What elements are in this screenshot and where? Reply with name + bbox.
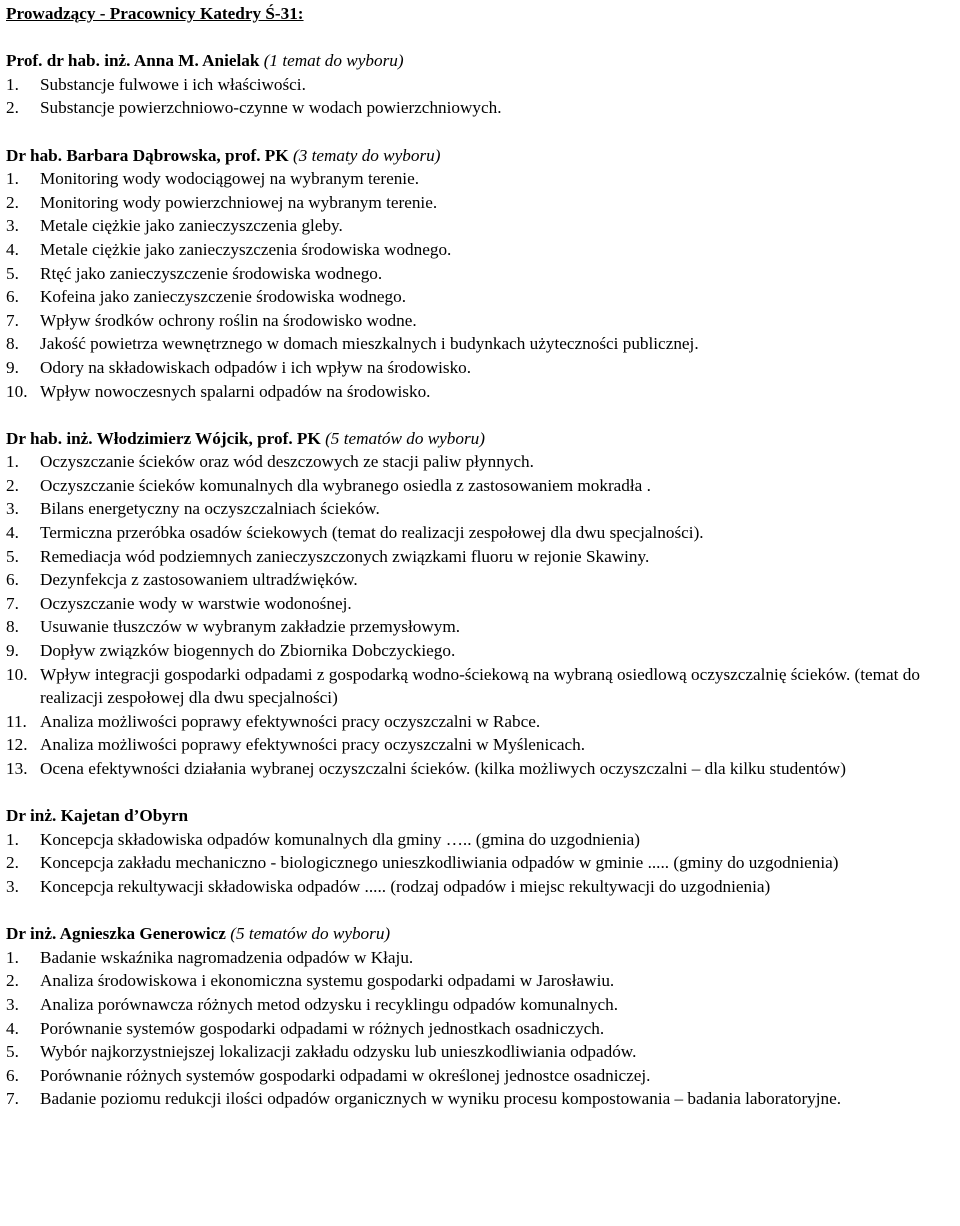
supervisor-heading	[6, 804, 956, 828]
topic-number: 2.	[6, 98, 19, 118]
topic-item	[6, 545, 956, 569]
supervisor-heading	[6, 427, 956, 451]
topic-number: 6.	[6, 570, 19, 590]
topic-number: 11.	[6, 711, 27, 731]
topic-text: Wpływ środków ochrony roślin na środowisko wodne.	[40, 310, 417, 330]
topic-text: Metale ciężkie jako zanieczyszczenia środowiska wodnego.	[40, 239, 452, 259]
topic-text: Oczyszczanie wody w warstwie wodonośnej.	[40, 593, 352, 613]
topic-text: Analiza porównawcza różnych metod odzysku i recyklingu odpadów komunalnych.	[40, 994, 618, 1014]
topic-item	[6, 521, 956, 545]
topic-number: 1.	[6, 169, 19, 189]
topic-number: 3.	[6, 876, 19, 896]
supervisor-heading	[6, 49, 956, 73]
topic-item	[6, 262, 956, 286]
topic-item	[6, 380, 956, 404]
topic-text: Usuwanie tłuszczów w wybranym zakładzie przemysłowym.	[40, 617, 461, 637]
topic-number: 5.	[6, 546, 19, 566]
topic-text: Koncepcja składowiska odpadów komunalnych dla gminy ….. (gmina do uzgodnienia)	[40, 829, 640, 849]
topic-text: Substancje powierzchniowo-czynne w wodach powierzchniowych.	[40, 98, 502, 118]
topic-item	[6, 1017, 956, 1041]
topic-item	[6, 191, 956, 215]
topic-text: Ocena efektywności działania wybranej oczyszczalni ścieków. (kilka możliwych oczyszczalni – dla kilku studentów)	[40, 759, 846, 778]
topic-text: Monitoring wody wodociągowej na wybranym terenie.	[40, 169, 419, 189]
topic-number: 10.	[6, 381, 28, 401]
topic-text: Jakość powietrza wewnętrznego w domach mieszkalnych i budynkach użyteczności publicznej.	[40, 334, 699, 354]
topic-number: 7.	[6, 310, 19, 330]
topic-item	[6, 710, 956, 734]
topic-item	[6, 875, 956, 899]
topic-text: Monitoring wody powierzchniowej na wybranym terenie.	[40, 192, 438, 212]
topic-item	[6, 285, 956, 309]
document-page	[6, 2, 956, 1111]
topic-text: Metale ciężkie jako zanieczyszczenia gleby.	[40, 216, 343, 236]
topic-item	[6, 309, 956, 333]
topic-list	[6, 946, 956, 1111]
supervisor-name: Dr inż. Kajetan d’Obyrn	[6, 806, 189, 826]
topic-text: Termiczna przeróbka osadów ściekowych (temat do realizacji zespołowej dla dwu specjalności).	[40, 523, 704, 543]
topic-number: 8.	[6, 617, 19, 637]
topic-number: 7.	[6, 593, 19, 613]
topic-text: Odory na składowiskach odpadów i ich wpływ na środowisko.	[40, 357, 472, 377]
topic-number: 4.	[6, 239, 19, 259]
topic-number: 10.	[6, 664, 28, 684]
topic-number: 5.	[6, 263, 19, 283]
topic-item	[6, 663, 956, 710]
topic-count-note: (5 tematów do wyboru)	[230, 924, 391, 944]
topic-number: 13.	[6, 759, 28, 778]
topic-text: Kofeina jako zanieczyszczenie środowiska wodnego.	[40, 287, 407, 307]
topic-list	[6, 167, 956, 403]
topic-list	[6, 73, 956, 120]
topic-number: 4.	[6, 523, 19, 543]
topic-text: Bilans energetyczny na oczyszczalniach ścieków.	[40, 499, 380, 519]
topic-text: Oczyszczanie ścieków oraz wód deszczowych ze stacji paliw płynnych.	[40, 452, 534, 472]
topic-number: 1.	[6, 452, 19, 472]
topic-number: 7.	[6, 1089, 19, 1109]
supervisor-section	[6, 427, 956, 781]
topic-number: 5.	[6, 1042, 19, 1062]
topic-text: Porównanie różnych systemów gospodarki odpadami w określonej jednostce osadniczej.	[40, 1065, 651, 1085]
topic-item	[6, 733, 956, 757]
topic-item	[6, 615, 956, 639]
topic-text: Oczyszczanie ścieków komunalnych dla wybranego osiedla z zastosowaniem mokradła .	[40, 475, 651, 495]
topic-item	[6, 993, 956, 1017]
topic-number: 1.	[6, 74, 19, 94]
supervisor-name: Prof. dr hab. inż. Anna M. Anielak	[6, 51, 260, 71]
topic-number: 9.	[6, 641, 19, 661]
topic-text: Koncepcja rekultywacji składowiska odpadów ..... (rodzaj odpadów i miejsc rekultywacji do uzgodnienia)	[40, 876, 771, 896]
topic-item	[6, 1040, 956, 1064]
topic-item	[6, 214, 956, 238]
topic-item	[6, 757, 956, 781]
topic-item	[6, 474, 956, 498]
supervisor-heading	[6, 922, 956, 946]
topic-number: 2.	[6, 971, 19, 991]
supervisor-name: Dr hab. inż. Włodzimierz Wójcik, prof. PK	[6, 428, 321, 448]
supervisor-heading	[6, 144, 956, 168]
topic-list	[6, 828, 956, 899]
topic-text: Analiza możliwości poprawy efektywności pracy oczyszczalni w Myślenicach.	[40, 735, 586, 755]
topic-number: 6.	[6, 287, 19, 307]
supervisor-name: Dr hab. Barbara Dąbrowska, prof. PK	[6, 145, 289, 165]
topic-number: 2.	[6, 192, 19, 212]
topic-number: 6.	[6, 1065, 19, 1085]
sections-container	[6, 49, 956, 1111]
topic-text: Badanie wskaźnika nagromadzenia odpadów w Kłaju.	[40, 947, 414, 967]
document-title: Prowadzący - Pracownicy Katedry Ś-31:	[6, 4, 304, 23]
topic-item	[6, 497, 956, 521]
topic-text: Rtęć jako zanieczyszczenie środowiska wodnego.	[40, 263, 383, 283]
topic-number: 3.	[6, 499, 19, 519]
topic-text: Substancje fulwowe i ich właściwości.	[40, 74, 306, 94]
topic-item	[6, 450, 956, 474]
topic-item	[6, 167, 956, 191]
topic-text: Dezynfekcja z zastosowaniem ultradźwięków.	[40, 570, 358, 590]
topic-count-note: (3 tematy do wyboru)	[292, 145, 441, 165]
topic-text: Wpływ integracji gospodarki odpadami z gospodarką wodno-ściekową na wybraną osiedlową oczyszczalnię ścieków. (temat do realizacji zespołowej dla dwu specjalności)	[40, 664, 920, 708]
topic-item	[6, 238, 956, 262]
topic-number: 1.	[6, 829, 19, 849]
topic-number: 8.	[6, 334, 19, 354]
topic-item	[6, 851, 956, 875]
supervisor-section	[6, 922, 956, 1111]
topic-item	[6, 96, 956, 120]
topic-item	[6, 1087, 956, 1111]
topic-count-note: (5 tematów do wyboru)	[325, 428, 486, 448]
topic-item	[6, 356, 956, 380]
supervisor-section	[6, 144, 956, 404]
topic-item	[6, 73, 956, 97]
topic-text: Remediacja wód podziemnych zanieczyszczonych związkami fluoru w rejonie Skawiny.	[40, 546, 650, 566]
topic-item	[6, 639, 956, 663]
topic-number: 3.	[6, 216, 19, 236]
topic-item	[6, 969, 956, 993]
supervisor-name: Dr inż. Agnieszka Generowicz	[6, 924, 226, 944]
topic-number: 2.	[6, 853, 19, 873]
topic-text: Analiza środowiskowa i ekonomiczna systemu gospodarki odpadami w Jarosławiu.	[40, 971, 615, 991]
topic-text: Analiza możliwości poprawy efektywności pracy oczyszczalni w Rabce.	[40, 711, 541, 731]
topic-number: 2.	[6, 475, 19, 495]
topic-text: Porównanie systemów gospodarki odpadami w różnych jednostkach osadniczych.	[40, 1018, 605, 1038]
topic-text: Wpływ nowoczesnych spalarni odpadów na środowisko.	[40, 381, 431, 401]
topic-list	[6, 450, 956, 780]
topic-number: 1.	[6, 947, 19, 967]
topic-number: 12.	[6, 735, 28, 755]
topic-item	[6, 946, 956, 970]
topic-item	[6, 1064, 956, 1088]
topic-count-note: (1 temat do wyboru)	[263, 51, 404, 71]
topic-text: Koncepcja zakładu mechaniczno - biologicznego unieszkodliwiania odpadów w gminie ..... (gminy do uzgodnienia)	[40, 853, 839, 873]
topic-item	[6, 828, 956, 852]
topic-number: 3.	[6, 994, 19, 1014]
topic-number: 9.	[6, 357, 19, 377]
topic-text: Dopływ związków biogennych do Zbiornika Dobczyckiego.	[40, 641, 456, 661]
supervisor-section	[6, 804, 956, 898]
topic-item	[6, 332, 956, 356]
topic-number: 4.	[6, 1018, 19, 1038]
topic-text: Wybór najkorzystniejszej lokalizacji zakładu odzysku lub unieszkodliwiania odpadów.	[40, 1042, 637, 1062]
topic-item	[6, 592, 956, 616]
topic-item	[6, 568, 956, 592]
supervisor-section	[6, 49, 956, 120]
topic-text: Badanie poziomu redukcji ilości odpadów organicznych w wyniku procesu kompostowania – badania laboratoryjne.	[40, 1089, 842, 1109]
